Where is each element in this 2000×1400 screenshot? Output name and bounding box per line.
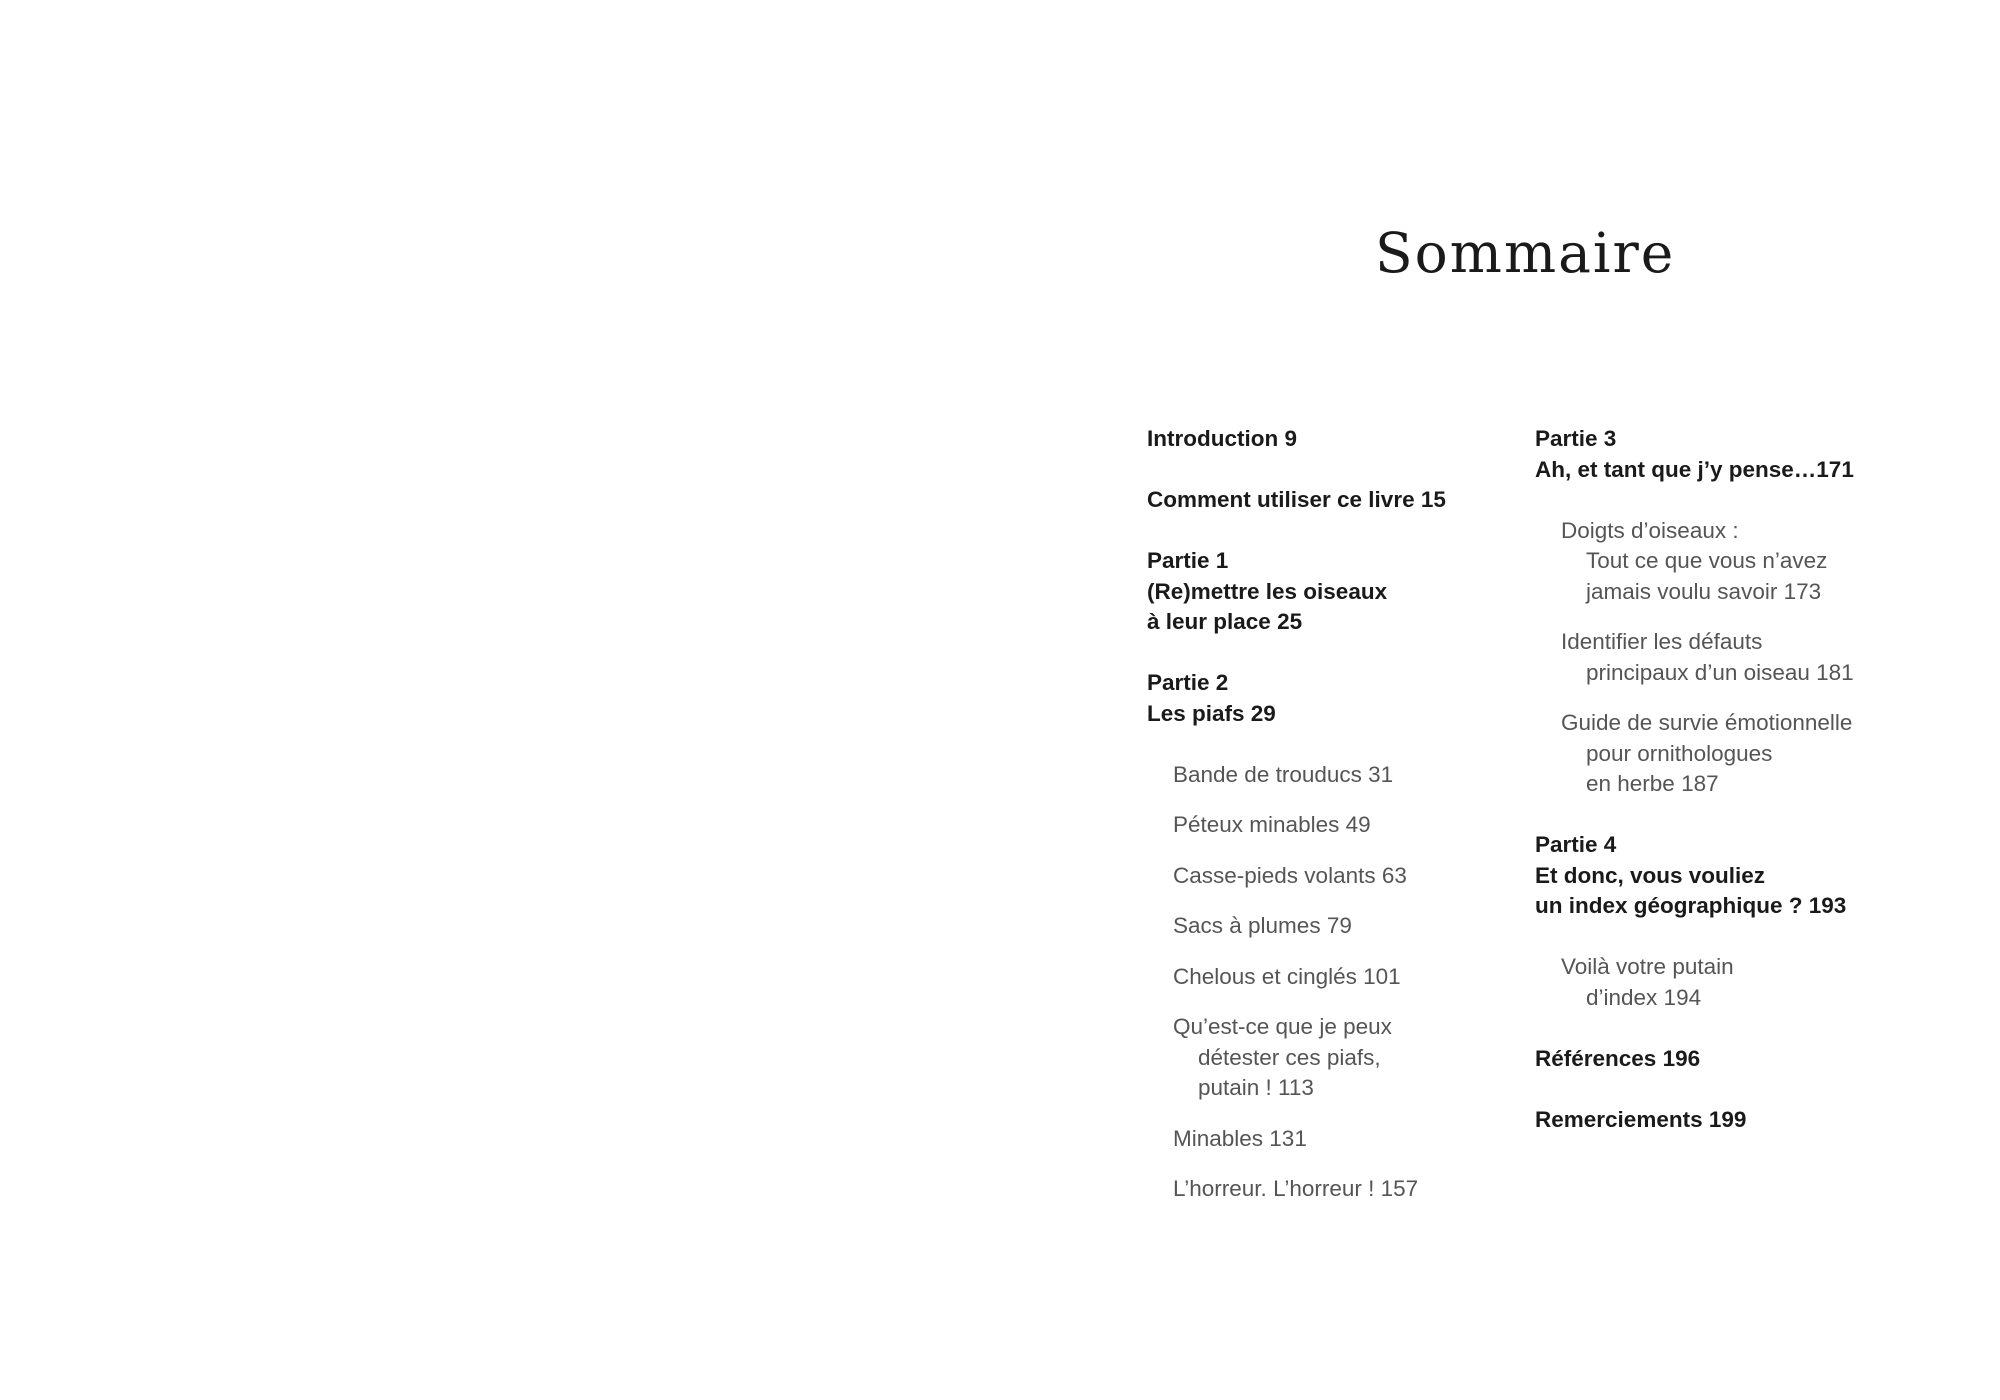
toc-entry-line: en herbe 187	[1586, 771, 1719, 796]
toc-column-right	[1535, 424, 1895, 1166]
toc-column-left	[1147, 424, 1507, 1225]
toc-entry-line: L’horreur. L’horreur ! 157	[1173, 1176, 1419, 1201]
toc-chapter-entry	[1147, 1124, 1507, 1155]
toc-entry-line: Bande de trouducs 31	[1173, 761, 1394, 787]
toc-entry-line: pour ornithologues	[1586, 740, 1773, 766]
toc-section-entry	[1535, 830, 1895, 922]
toc-entry-line: d’index 194	[1586, 984, 1702, 1010]
toc-entry-line: Qu’est-ce que je peux	[1173, 1014, 1392, 1039]
toc-entry-line: Partie 1	[1147, 548, 1229, 573]
toc-entry-line: à leur place 25	[1147, 609, 1303, 634]
page-title: Sommaire	[1375, 221, 1676, 285]
toc-entry-line: Chelous et cinglés 101	[1173, 963, 1401, 989]
toc-entry-line: Identifier les défauts	[1561, 629, 1763, 654]
toc-chapter-entry	[1535, 516, 1895, 608]
toc-chapter-entry	[1147, 911, 1507, 942]
toc-entry-line: Sacs à plumes 79	[1173, 913, 1352, 938]
toc-section-entry	[1147, 485, 1507, 516]
toc-chapter-entry	[1147, 1012, 1507, 1104]
toc-entry-line: (Re)mettre les oiseaux	[1147, 578, 1388, 604]
toc-chapter-entry	[1535, 708, 1895, 800]
toc-entry-line: un index géographique ? 193	[1535, 893, 1847, 918]
toc-chapter-entry	[1147, 962, 1507, 993]
toc-entry-line: Références 196	[1535, 1045, 1701, 1071]
toc-section-entry	[1147, 668, 1507, 729]
toc-chapter-entry	[1147, 861, 1507, 892]
toc-entry-line: Péteux minables 49	[1173, 812, 1371, 837]
toc-entry-line: jamais voulu savoir 173	[1586, 578, 1822, 604]
toc-chapter-entry	[1147, 1174, 1507, 1205]
toc-entry-line: principaux d’un oiseau 181	[1586, 659, 1854, 685]
toc-entry-line: Comment utiliser ce livre 15	[1147, 487, 1446, 512]
toc-section-entry	[1147, 546, 1507, 638]
toc-chapter-entry	[1147, 760, 1507, 791]
toc-entry-line: Partie 4	[1535, 832, 1617, 857]
toc-entry-line: Et donc, vous vouliez	[1535, 862, 1766, 888]
toc-entry-line: Casse-pieds volants 63	[1173, 862, 1407, 888]
toc-entry-line: Guide de survie émotionnelle	[1561, 710, 1853, 735]
toc-entry-line: Voilà votre putain	[1561, 954, 1734, 979]
toc-entry-line: Partie 3	[1535, 426, 1617, 451]
toc-entry-line: Partie 2	[1147, 670, 1229, 695]
toc-entry-line: putain ! 113	[1198, 1075, 1314, 1100]
toc-entry-line: Tout ce que vous n’avez	[1586, 548, 1828, 573]
toc-entry-line: Minables 131	[1173, 1125, 1307, 1151]
toc-chapter-entry	[1535, 952, 1895, 1013]
toc-entry-line: Doigts d’oiseaux :	[1561, 517, 1739, 543]
toc-entry-line: détester ces piafs,	[1198, 1044, 1381, 1070]
toc-entry-line: Introduction 9	[1147, 426, 1297, 451]
toc-entry-line: Remerciements 199	[1535, 1106, 1747, 1132]
toc-section-entry	[1535, 1044, 1895, 1075]
toc-chapter-entry	[1147, 810, 1507, 841]
toc-section-entry	[1535, 424, 1895, 485]
toc-section-entry	[1147, 424, 1507, 455]
toc-section-entry	[1535, 1105, 1895, 1136]
contents-page	[1000, 0, 2000, 1400]
toc-entry-line: Les piafs 29	[1147, 700, 1276, 726]
toc-entry-line: Ah, et tant que j’y pense…171	[1535, 456, 1854, 482]
toc-chapter-entry	[1535, 627, 1895, 688]
